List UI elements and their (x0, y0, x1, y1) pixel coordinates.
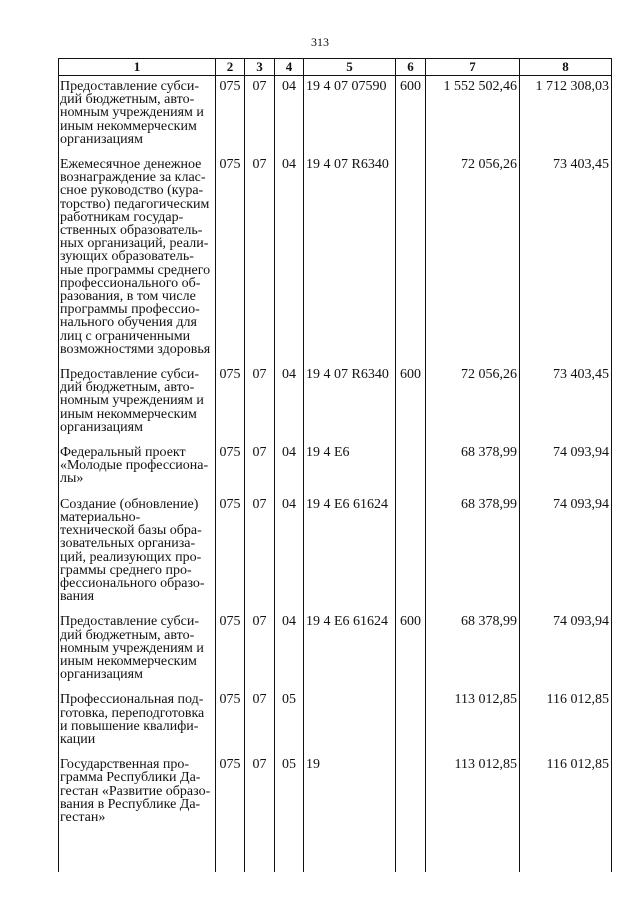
amount-year-1: 113 012,85 (426, 689, 520, 754)
target-article-code: 19 4 E6 61624 (304, 494, 396, 612)
column-header-4: 4 (275, 59, 304, 76)
expense-type-code (396, 494, 426, 612)
table-row (59, 442, 612, 494)
subsection-code: 05 (275, 754, 304, 832)
amount-year-2: 74 093,94 (520, 442, 612, 494)
amount-year-1: 1 552 502,46 (426, 76, 520, 155)
item-name: Предоставление субси- дий бюджетным, авто- номным учреждениям и иным некоммерческим организациям (59, 76, 216, 155)
expense-type-code (396, 154, 426, 364)
subsection-code: 04 (275, 442, 304, 494)
amount-year-2: 73 403,45 (520, 364, 612, 442)
table-row (59, 689, 612, 754)
amount-year-2: 1 712 308,03 (520, 76, 612, 155)
ministry-code: 075 (216, 76, 245, 155)
table-filler-row (59, 832, 612, 872)
ministry-code: 075 (216, 154, 245, 364)
empty-cell (275, 832, 304, 872)
expense-type-code (396, 442, 426, 494)
empty-cell (426, 832, 520, 872)
target-article-code: 19 4 07 R6340 (304, 364, 396, 442)
expense-type-code (396, 754, 426, 832)
expense-type-code: 600 (396, 364, 426, 442)
item-name: Предоставление субси- дий бюджетным, авто- номным учреждениям и иным некоммерческим организациям (59, 364, 216, 442)
amount-year-2: 116 012,85 (520, 689, 612, 754)
item-name: Государственная про- грамма Республики Да- гестан «Развитие образо- вания в Республике Да- гестан» (59, 754, 216, 832)
empty-cell (396, 832, 426, 872)
ministry-code: 075 (216, 689, 245, 754)
amount-year-1: 113 012,85 (426, 754, 520, 832)
amount-year-1: 68 378,99 (426, 442, 520, 494)
expense-type-code (396, 689, 426, 754)
table-header (59, 59, 612, 76)
column-header-8: 8 (520, 59, 612, 76)
column-header-6: 6 (396, 59, 426, 76)
section-code: 07 (245, 364, 275, 442)
amount-year-2: 74 093,94 (520, 494, 612, 612)
subsection-code: 04 (275, 76, 304, 155)
amount-year-1: 72 056,26 (426, 154, 520, 364)
section-code: 07 (245, 611, 275, 689)
page-number: 313 (311, 35, 329, 49)
target-article-code: 19 4 E6 61624 (304, 611, 396, 689)
table-row (59, 611, 612, 689)
amount-year-1: 68 378,99 (426, 611, 520, 689)
subsection-code: 05 (275, 689, 304, 754)
table-row (59, 364, 612, 442)
column-header-2: 2 (216, 59, 245, 76)
column-header-7: 7 (426, 59, 520, 76)
section-code: 07 (245, 754, 275, 832)
section-code: 07 (245, 442, 275, 494)
empty-cell (59, 832, 216, 872)
subsection-code: 04 (275, 154, 304, 364)
amount-year-2: 73 403,45 (520, 154, 612, 364)
ministry-code: 075 (216, 494, 245, 612)
ministry-code: 075 (216, 754, 245, 832)
amount-year-1: 68 378,99 (426, 494, 520, 612)
item-name: Федеральный проект «Молодые профессиона- лы» (59, 442, 216, 494)
empty-cell (216, 832, 245, 872)
empty-cell (304, 832, 396, 872)
expense-type-code: 600 (396, 76, 426, 155)
column-header-3: 3 (245, 59, 275, 76)
ministry-code: 075 (216, 442, 245, 494)
empty-cell (520, 832, 612, 872)
table-row (59, 154, 612, 364)
section-code: 07 (245, 494, 275, 612)
amount-year-2: 116 012,85 (520, 754, 612, 832)
target-article-code: 19 4 07 07590 (304, 76, 396, 155)
empty-cell (245, 832, 275, 872)
target-article-code: 19 4 07 R6340 (304, 154, 396, 364)
item-name: Ежемесячное денежное вознаграждение за клас- сное руководство (кура- торство) педагогическим работникам государ- ственных образователь- ных организаций, реали- зующих образователь- ные программы среднего профессионального об- разования, в том числе программы профессио- нального обучения для лиц с ограниченными возможностями здоровья (59, 154, 216, 364)
ministry-code: 075 (216, 611, 245, 689)
subsection-code: 04 (275, 611, 304, 689)
table-row (59, 494, 612, 612)
item-name: Профессиональная под- готовка, переподготовка и повышение квалифи- кации (59, 689, 216, 754)
item-name: Предоставление субси- дий бюджетным, авто- номным учреждениям и иным некоммерческим организациям (59, 611, 216, 689)
column-header-5: 5 (304, 59, 396, 76)
amount-year-1: 72 056,26 (426, 364, 520, 442)
subsection-code: 04 (275, 494, 304, 612)
header-row (59, 59, 612, 76)
amount-year-2: 74 093,94 (520, 611, 612, 689)
target-article-code: 19 4 E6 (304, 442, 396, 494)
subsection-code: 04 (275, 364, 304, 442)
target-article-code: 19 (304, 754, 396, 832)
section-code: 07 (245, 154, 275, 364)
budget-table (58, 58, 612, 872)
section-code: 07 (245, 689, 275, 754)
table-body (59, 76, 612, 873)
target-article-code (304, 689, 396, 754)
ministry-code: 075 (216, 364, 245, 442)
table-row (59, 754, 612, 832)
section-code: 07 (245, 76, 275, 155)
expense-type-code: 600 (396, 611, 426, 689)
column-header-1: 1 (59, 59, 216, 76)
table-row (59, 76, 612, 155)
item-name: Создание (обновление) материально- технической базы обра- зовательных организа- ций, реализующих про- граммы среднего про- фессионального образо- вания (59, 494, 216, 612)
